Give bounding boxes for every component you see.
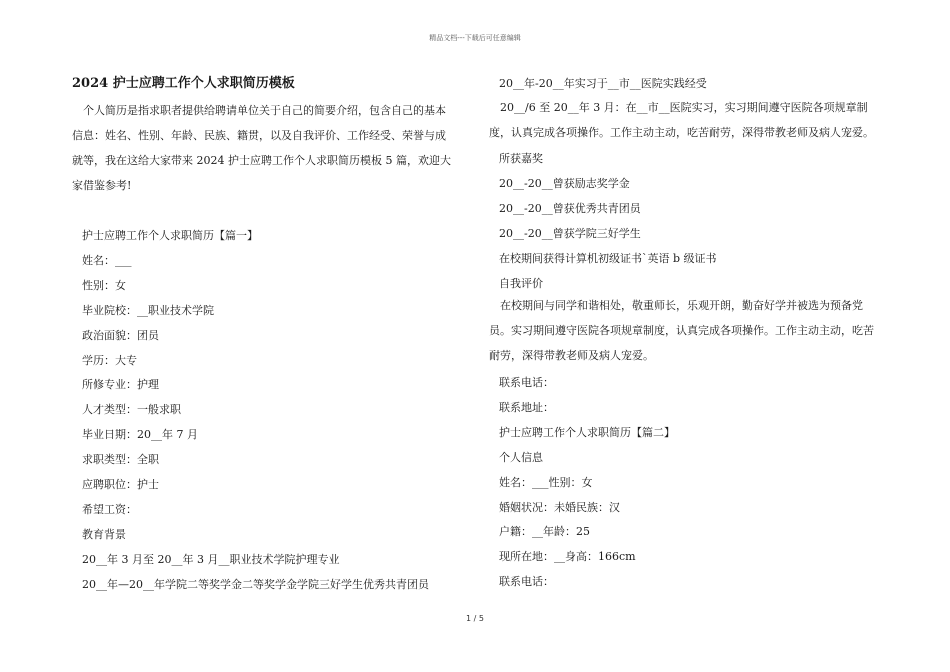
text-line: 教育背景	[82, 527, 126, 541]
text-line: 护士应聘工作个人求职简历【篇二】	[499, 425, 675, 439]
text-line: 自我评价	[499, 276, 543, 290]
text-line: 学历：大专	[82, 353, 137, 367]
text-line: 联系电话：	[499, 376, 554, 389]
text-line: 毕业日期：20__年 7 月	[82, 428, 198, 442]
text-line: 20__-20__曾获励志奖学金	[499, 176, 630, 190]
text-line: 希望工资：	[82, 502, 137, 516]
text-line: 姓名：___	[82, 253, 132, 267]
text-line: 在校期间获得计算机初级证书`英语 b 级证书	[499, 251, 717, 265]
text-line: 所获嘉奖	[499, 152, 543, 165]
internship-paragraph: 20__/6 至 20__年 3 月：在__市__医院实习，实习期间遵守医院各项规章制度，认真完成各项操作。工作主动主动，吃苦耐劳，深得带教老师及病人宠爱。	[489, 101, 874, 139]
text-line: 政治面貌：团员	[82, 328, 159, 342]
text-line: 应聘职位：护士	[82, 478, 159, 491]
text-line: 户籍：__年龄：25	[499, 525, 590, 539]
self-evaluation-paragraph: 在校期间与同学和谐相处，敬重师长，乐观开朗，勤奋好学并被选为预备党员。实习期间遵守医院各项规章制度，认真完成各项操作。工作主动主动，吃苦耐劳，深得带教老师及病人宠爱。	[489, 299, 874, 362]
text-line: 个人信息	[499, 450, 543, 464]
page-header: 精品文档---下载后可任意编辑	[429, 34, 521, 42]
text-line: 性别：女	[82, 278, 126, 292]
document-title: 2024 护士应聘工作个人求职简历模板	[72, 76, 295, 91]
text-line: 姓名：___性别：女	[499, 475, 593, 489]
text-line: 20__-20__曾获学院三好学生	[499, 226, 641, 240]
page-number: 1 / 5	[466, 614, 484, 623]
text-line: 现所在地：__身高：166cm	[499, 550, 636, 564]
text-line: 婚姻状况：未婚民族：汉	[499, 500, 620, 514]
text-line: 20__年-20__年实习于__市__医院实践经受	[499, 77, 707, 90]
text-line: 20__-20__曾获优秀共青团员	[499, 201, 641, 215]
text-line: 求职类型：全职	[82, 453, 159, 467]
text-line: 毕业院校：__职业技术学院	[82, 303, 214, 317]
intro-paragraph: 个人简历是指求职者提供给聘请单位关于自己的简要介绍，包含自己的基本信息：姓名、性别、年龄、民族、籍贯，以及自我评价、工作经受、荣誉与成就等，我在这给大家带来 2024 护士应聘工作个人求职简历模板 5 篇，欢迎大家借鉴参考!	[72, 104, 451, 192]
text-line: 所修专业：护理	[82, 378, 159, 392]
text-line: 联系地址：	[499, 400, 554, 414]
text-line: 20__年 3 月至 20__年 3 月__职业技术学院护理专业	[82, 552, 340, 566]
text-line: 联系电话：	[499, 575, 554, 589]
text-line: 护士应聘工作个人求职简历【篇一】	[82, 229, 258, 242]
text-line: 人才类型：一般求职	[82, 403, 181, 417]
text-line: 20__年—20__年学院二等奖学金二等奖学金学院三好学生优秀共青团员	[82, 577, 429, 591]
